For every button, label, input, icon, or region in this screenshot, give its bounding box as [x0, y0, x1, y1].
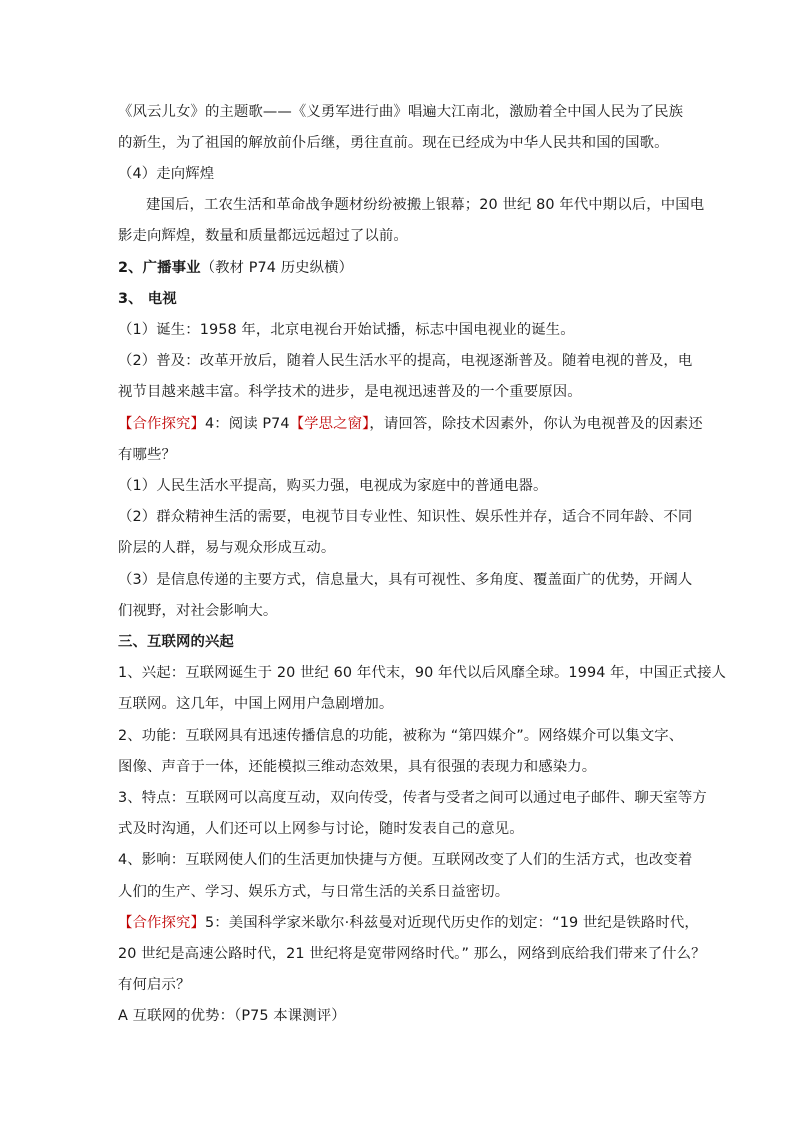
text-line: 1、兴起：互联网诞生于 20 世纪 60 年代末，90 年代以后风靡全球。1994 年，中国正式接人	[118, 665, 727, 681]
text-line: 图像、声音于一体，还能模拟三维动态效果，具有很强的表现力和感染力。	[118, 759, 597, 775]
text-line: 人们的生产、学习、娱乐方式，与日常生活的关系日益密切。	[118, 884, 510, 900]
text-line: （2）普及：改革开放后，随着人民生活水平的提高，电视逐渐普及。随着电视的普及，电	[118, 353, 693, 369]
text-line: 《风云儿女》的主题歌——《义勇军进行曲》唱遍大江南北，激励着全中国人民为了民族	[118, 104, 684, 120]
coop-tag: 【合作探究】	[118, 416, 205, 432]
text-line: （1）诞生：1958 年，北京电视台开始试播，标志中国电视业的诞生。	[118, 322, 575, 338]
broadcast-label: 2、广播事业	[118, 260, 201, 276]
text-line: 们视野，对社会影响大。	[118, 603, 278, 619]
text-line: 3、特点：互联网可以高度互动，双向传受，传者与受者之间可以通过电子邮件、聊天室等方	[118, 790, 707, 806]
coop-question-4	[118, 410, 703, 438]
text-line: 式及时沟通，人们还可以上网参与讨论，随时发表自己的意见。	[118, 821, 524, 837]
study-window-tag: 【学思之窗】	[289, 416, 370, 432]
text-line: 影走向辉煌，数量和质量都远远超过了以前。	[118, 228, 408, 244]
broadcast-heading	[118, 254, 678, 282]
text-line: 建国后，工农生活和革命战争题材纷纷被搬上银幕；20 世纪 80 年代中期以后，中国电	[146, 197, 705, 213]
text-line: （2）群众精神生活的需要，电视节目专业性、知识性、娱乐性并存，适合不同年龄、不同	[118, 509, 693, 525]
text-line: 视节目越来越丰富。科学技术的进步，是电视迅速普及的一个重要原因。	[118, 384, 582, 400]
text-line: 20 世纪是高速公路时代，21 世纪将是宽带网络时代。” 那么，网络到底给我们带来了什么？	[118, 946, 706, 962]
subheading-line: （4）走向辉煌	[118, 166, 215, 182]
text-line: （1）人民生活水平提高，购买力强，电视成为家庭中的普通电器。	[118, 478, 548, 494]
coop-tag: 【合作探究】	[118, 915, 205, 931]
section-heading: 三、互联网的兴起	[118, 634, 234, 650]
text-line: （3）是信息传递的主要方式，信息量大，具有可视性、多角度、覆盖面广的优势，开阔人	[118, 572, 693, 588]
broadcast-note: （教材 P74 历史纵横）	[200, 260, 354, 276]
coop-text: 4：阅读 P74	[204, 416, 290, 432]
text-line: 阶层的人群，易与观众形成互动。	[118, 540, 336, 556]
text-line: 的新生，为了祖国的解放前仆后继，勇往直前。现在已经成为中华人民共和国的国歌。	[118, 135, 669, 151]
text-line: 互联网。这几年，中国上网用户急剧增加。	[118, 696, 394, 712]
text-line: A 互联网的优势：（P75 本课测评）	[118, 1008, 346, 1024]
coop-question-5	[118, 909, 699, 937]
coop-text: ，请回答，除技术因素外，你认为电视普及的因素还	[369, 416, 703, 432]
text-line: 4、影响：互联网使人们的生活更加快捷与方便。互联网改变了人们的生活方式，也改变着	[118, 852, 693, 868]
text-line: 有哪些？	[118, 447, 176, 463]
tv-heading: 3、 电视	[118, 291, 177, 307]
coop-text: 5：美国科学家米歇尔·科兹曼对近现代历史作的划定：“19 世纪是铁路时代，	[204, 915, 699, 931]
text-line: 有何启示？	[118, 977, 191, 993]
text-line: 2、功能：互联网具有迅速传播信息的功能，被称为 “第四媒介”。网络媒介可以集文字、	[118, 728, 684, 744]
